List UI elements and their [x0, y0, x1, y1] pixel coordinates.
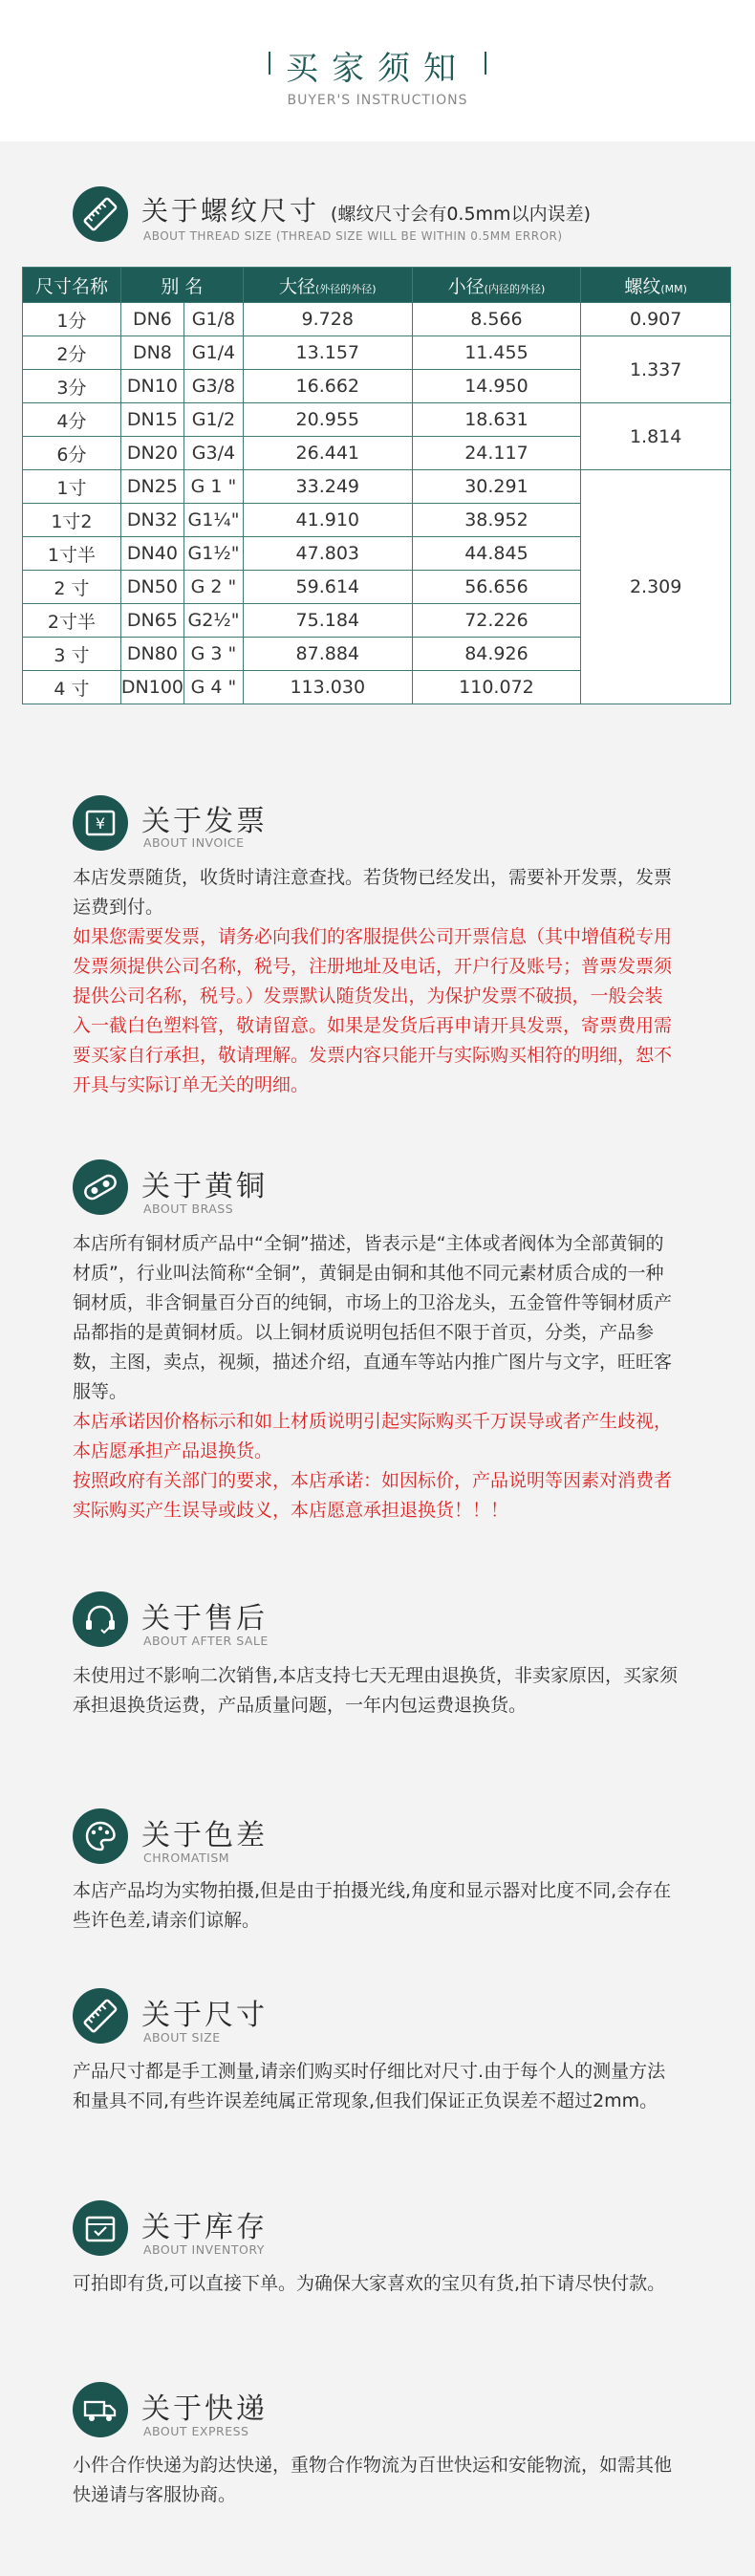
table-cell: 3 寸	[23, 638, 121, 671]
table-row	[23, 470, 731, 504]
table-cell: G 1 "	[184, 470, 244, 504]
table-cell: 44.845	[412, 537, 581, 571]
table-cell: 9.728	[243, 303, 412, 336]
table-cell: G1½"	[184, 537, 244, 571]
express-title: 关于快递	[141, 2392, 268, 2426]
inventory-title: 关于库存	[141, 2211, 268, 2244]
table-cell: DN40	[120, 537, 183, 571]
table-cell: DN10	[120, 370, 183, 403]
table-cell: 59.614	[243, 571, 412, 604]
table-cell: 2分	[23, 336, 121, 370]
aftersale-subtitle: ABOUT AFTER SALE	[143, 1634, 269, 1648]
truck-icon	[73, 2382, 128, 2437]
table-cell: 33.249	[243, 470, 412, 504]
table-cell: 113.030	[243, 671, 412, 704]
table-cell: DN32	[120, 504, 183, 537]
invoice-warning: 如果您需要发票，请务必向我们的客服提供公司开票信息（其中增值税专用发票须提供公司名称，税号，注册地址及电话，开户行及账号；普票发票须提供公司名称，税号。）发票默认随货发出，为保护发票不破损，一般会装入一截白色塑料管，敬请留意。如果是发货后再申请开具发票，寄票费用需要买家自行承担，敬请理解。发票内容只能开与实际购买相符的明细，恕不开具与实际订单无关的明细。	[73, 926, 673, 1095]
brass-subtitle: ABOUT BRASS	[143, 1201, 234, 1216]
table-cell: 87.884	[243, 638, 412, 671]
table-cell: 38.952	[412, 504, 581, 537]
table-cell: 56.656	[412, 571, 581, 604]
table-cell: 16.662	[243, 370, 412, 403]
svg-text:¥: ¥	[95, 814, 106, 833]
table-cell: G3/8	[184, 370, 244, 403]
table-cell: DN15	[120, 403, 183, 437]
table-cell: DN6	[120, 303, 183, 336]
chroma-text: 本店产品均为实物拍摄,但是由于拍摄光线,角度和显示器对比度不同,会存在些许色差,请亲们谅解。	[73, 1880, 672, 1931]
brass-text: 本店所有铜材质产品中“全铜”描述，皆表示是“主体或者阀体为全部黄铜的材质”，行业叫法简称“全铜”，黄铜是由铜和其他不同元素材质合成的一种铜材质，非含铜量百分百的纯铜，市场上的卫浴龙头，五金管件等铜材质产品都指的是黄铜材质。以上铜材质说明包括但不限于首页，分类，产品参数，主图，卖点，视频，描述介绍，直通车等站内推广图片与文字，旺旺客服等。	[73, 1233, 673, 1402]
table-cell: 47.803	[243, 537, 412, 571]
table-cell: DN50	[120, 571, 183, 604]
table-cell: 4分	[23, 403, 121, 437]
table-cell: 30.291	[412, 470, 581, 504]
pitch-cell: 2.309	[581, 470, 731, 704]
table-cell: 26.441	[243, 437, 412, 470]
table-cell: DN80	[120, 638, 183, 671]
table-cell: DN25	[120, 470, 183, 504]
aftersale-text: 未使用过不影响二次销售,本店支持七天无理由退换货，非卖家原因，买家须承担退换货运费，产品质量问题，一年内包运费退换货。	[73, 1665, 679, 1716]
invoice-text: 本店发票随货，收货时请注意查找。若货物已经发出，需要补开发票，发票运费到付。	[73, 867, 673, 918]
size-subtitle: ABOUT SIZE	[143, 2030, 221, 2045]
inventory-icon	[73, 2200, 128, 2256]
invoice-icon	[73, 795, 128, 851]
table-cell: 41.910	[243, 504, 412, 537]
express-subtitle: ABOUT EXPRESS	[143, 2424, 249, 2438]
express-text: 小件合作快递为韵达快递，重物合作物流为百世快运和安能物流，如需其他快递请与客服协商。	[73, 2455, 673, 2505]
table-cell: 2 寸	[23, 571, 121, 604]
chroma-title: 关于色差	[141, 1819, 268, 1852]
headset-icon	[73, 1591, 128, 1647]
brass-icon	[73, 1159, 128, 1215]
palette-icon	[73, 1808, 128, 1864]
table-cell: DN8	[120, 336, 183, 370]
inventory-text: 可拍即有货,可以直接下单。为确保大家喜欢的宝贝有货,拍下请尽快付款。	[73, 2273, 666, 2294]
table-row	[23, 336, 731, 370]
size-text: 产品尺寸都是手工测量,请亲们购买时仔细比对尺寸.由于每个人的测量方法和量具不同,有些许误差纯属正常现象,但我们保证正负误差不超过2mm。	[73, 2061, 666, 2111]
table-cell: DN100	[120, 671, 183, 704]
table-cell: DN20	[120, 437, 183, 470]
table-cell: 1寸	[23, 470, 121, 504]
pitch-cell: 1.814	[581, 403, 731, 470]
table-cell: G 3 "	[184, 638, 244, 671]
col-size-name: 尺寸名称	[23, 268, 121, 303]
aftersale-title: 关于售后	[141, 1602, 268, 1635]
chroma-subtitle: CHROMATISM	[143, 1851, 230, 1865]
col-pitch: 螺纹(MM)	[581, 268, 731, 303]
table-cell: 4 寸	[23, 671, 121, 704]
inventory-subtitle: ABOUT INVENTORY	[143, 2242, 265, 2257]
thread-subtitle: ABOUT THREAD SIZE (THREAD SIZE WILL BE WITHIN 0.5MM ERROR)	[143, 229, 563, 243]
table-cell: 8.566	[412, 303, 581, 336]
col-minor: 小径(内径的外径)	[412, 268, 581, 303]
col-alias: 别 名	[120, 268, 243, 303]
table-cell: 24.117	[412, 437, 581, 470]
table-cell: 13.157	[243, 336, 412, 370]
page-subtitle: BUYER'S INSTRUCTIONS	[287, 93, 468, 108]
size-title: 关于尺寸	[141, 1999, 268, 2032]
table-cell: 14.950	[412, 370, 581, 403]
table-header-row	[23, 268, 731, 303]
table-cell: G 2 "	[184, 571, 244, 604]
brass-title: 关于黄铜	[141, 1170, 268, 1203]
ruler-icon	[73, 1988, 128, 2044]
pitch-cell: 0.907	[581, 303, 731, 336]
brass-commitment: 按照政府有关部门的要求，本店承诺：如因标价，产品说明等因素对消费者实际购买产生误导或歧义，本店愿意承担退换货！！！	[73, 1470, 673, 1521]
table-cell: 20.955	[243, 403, 412, 437]
page-header	[0, 42, 755, 108]
table-cell: G1/8	[184, 303, 244, 336]
table-cell: 1分	[23, 303, 121, 336]
ruler-icon	[73, 186, 128, 242]
col-major: 大径(外径的外径)	[243, 268, 412, 303]
invoice-title: 关于发票	[141, 805, 268, 838]
table-cell: G 4 "	[184, 671, 244, 704]
table-cell: 18.631	[412, 403, 581, 437]
table-cell: 84.926	[412, 638, 581, 671]
pitch-cell: 1.337	[581, 336, 731, 403]
table-cell: 2寸半	[23, 604, 121, 638]
table-cell: 1寸2	[23, 504, 121, 537]
table-cell: G1/4	[184, 336, 244, 370]
thread-title: 关于螺纹尺寸	[141, 195, 320, 227]
table-row	[23, 403, 731, 437]
thread-note: (螺纹尺寸会有0.5mm以内误差)	[330, 204, 591, 225]
thread-table	[22, 267, 731, 704]
table-cell: G2½"	[184, 604, 244, 638]
brass-promise: 本店承诺因价格标示和如上材质说明引起实际购买千万误导或者产生歧视，本店愿承担产品退换货。	[73, 1411, 673, 1461]
table-cell: G1/2	[184, 403, 244, 437]
table-cell: 11.455	[412, 336, 581, 370]
table-cell: 1寸半	[23, 537, 121, 571]
table-cell: 110.072	[412, 671, 581, 704]
invoice-subtitle: ABOUT INVOICE	[143, 835, 245, 850]
table-cell: DN65	[120, 604, 183, 638]
table-cell: 3分	[23, 370, 121, 403]
table-cell: 6分	[23, 437, 121, 470]
table-cell: G1¼"	[184, 504, 244, 537]
page-title: 买家须知	[269, 42, 486, 89]
table-cell: 72.226	[412, 604, 581, 638]
table-cell: G3/4	[184, 437, 244, 470]
table-row	[23, 303, 731, 336]
table-cell: 75.184	[243, 604, 412, 638]
